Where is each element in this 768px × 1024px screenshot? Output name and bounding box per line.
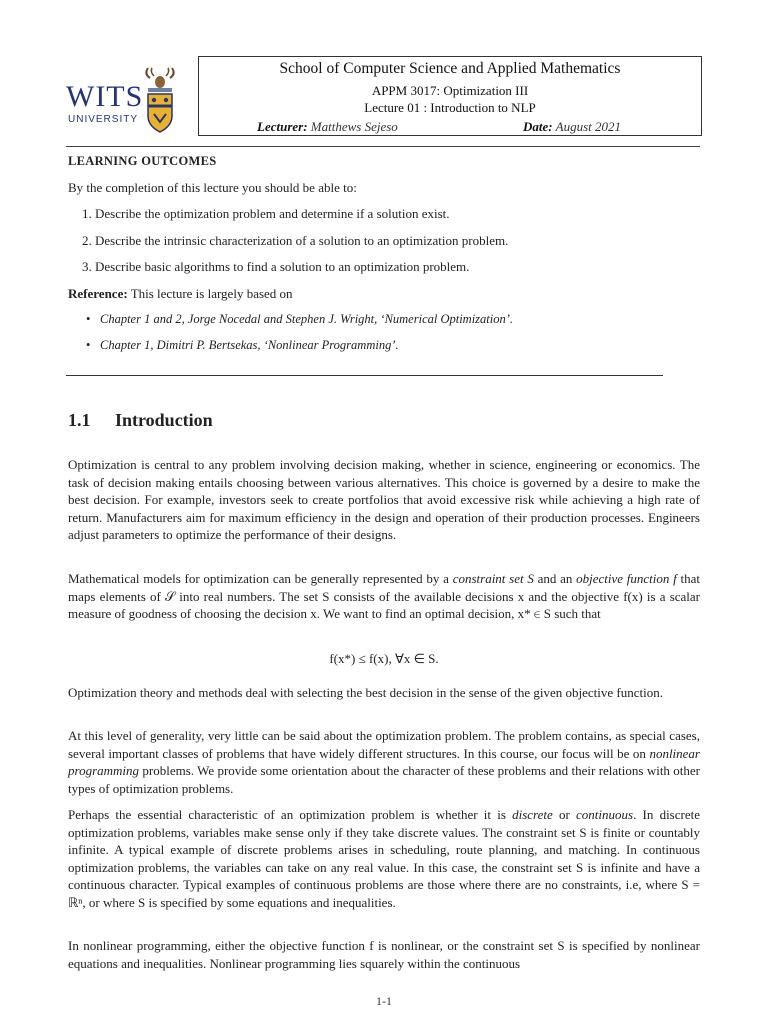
p5-text-c: or	[552, 807, 577, 822]
lecture-title: Lecture 01 : Introduction to NLP	[364, 100, 536, 115]
p4-text-a: At this level of generality, very little can be said about the optimization problem. The problem contains, as special cases, several important classes of problems that have widely different structures. In this course, our focus will be on	[68, 728, 700, 761]
section-heading	[68, 410, 213, 431]
bullet-icon: •	[86, 312, 91, 326]
p5-discrete-term: discrete	[512, 807, 553, 822]
section-rule	[66, 375, 663, 376]
reference-line	[68, 285, 700, 303]
reference-label: Reference:	[68, 286, 128, 301]
wits-logo	[66, 64, 186, 136]
logo-subtitle: UNIVERSITY	[68, 114, 139, 125]
outcome-text: Describe the intrinsic characterization of a solution to an optimization problem.	[95, 233, 509, 248]
section-title: Introduction	[115, 410, 213, 430]
page-number: 1-1	[376, 994, 392, 1008]
outcome-text: Describe basic algorithms to find a solution to an optimization problem.	[95, 259, 470, 274]
outcome-number: 1.	[82, 206, 92, 221]
outcome-number: 3.	[82, 259, 92, 274]
section-number: 1.1	[68, 410, 91, 430]
lecturer-line	[257, 119, 398, 135]
p2-text-c: and an	[533, 571, 577, 586]
p2-constraint-term: constraint set S	[452, 571, 534, 586]
outcome-item	[82, 258, 682, 276]
outcome-item	[82, 232, 682, 250]
paragraph-5	[68, 806, 700, 911]
bullet-icon: •	[86, 338, 91, 352]
p5-continuous-term: continuous	[576, 807, 634, 822]
header-rule	[66, 146, 700, 147]
p5-text-a: Perhaps the essential characteristic of an optimization problem is whether it is	[68, 807, 513, 822]
outcome-number: 2.	[82, 233, 92, 248]
lecturer-name: Matthews Sejeso	[310, 119, 398, 134]
date-value: August 2021	[555, 119, 621, 134]
outcome-item	[82, 205, 682, 223]
paragraph-3: Optimization theory and methods deal with selecting the best decision in the sense of the given objective function.	[68, 685, 663, 700]
outcome-text: Describe the optimization problem and determine if a solution exist.	[95, 206, 450, 221]
logo-wordmark: WITS	[66, 80, 144, 113]
p2-objective-term: objective function f	[576, 571, 677, 586]
p4-nlp-term: nonlinear programming	[68, 745, 700, 778]
paragraph-1: Optimization is central to any problem involving decision making, whether in science, engineering or economics. The task of decision making entails choosing between various alternatives. This choice is governed by a desire to make the best decision. For example, investors seek to create portfolios that avoid excessive risk while achieving a high rate of return. Manufacturers aim for maximum efficiency in the design and operation of their production processes. Engineers adjust parameters to optimize the performance of their designs.	[68, 457, 700, 542]
lecture-header-box	[198, 56, 702, 136]
p2-text-a: Mathematical models for optimization can be generally represented by a	[68, 571, 453, 586]
date-line	[523, 119, 621, 135]
learning-outcomes-intro: By the completion of this lecture you should be able to:	[68, 180, 357, 195]
date-label: Date:	[523, 119, 553, 134]
p5-text-e: . In discrete optimization problems, variables make sense only if they take discrete values. The constraint set S is finite or countably infinite. A typical example of discrete problems arises in scheduling, route planning, and matching. In continuous optimization problems, the variables can take on any real value. In this case, the constraint set S is infinite and have a continuous character. Typical examples of continuous problems are those where there are no constraints, i.e, where S = ℝⁿ, or where S is specified by some equations and inequalities.	[68, 807, 700, 910]
crest-icon	[140, 64, 180, 134]
p4-text-c: problems. We provide some orientation about the character of these problems and their relations with other types of optimization problems.	[68, 763, 700, 796]
paragraph-2	[68, 570, 700, 623]
p2-text-e: that maps elements of 𝒮 into real numbers. The set S consists of the available decisions x and the objective f(x) is a scalar measure of goodness of choosing the decision x. We want to find an optimal decision, x* ∈ S such that	[68, 571, 700, 621]
paragraph-4	[68, 727, 700, 797]
optimality-equation: f(x*) ≤ f(x), ∀x ∈ S.	[329, 651, 439, 666]
lecturer-label: Lecturer:	[257, 119, 308, 134]
reference-text: This lecture is largely based on	[130, 286, 293, 301]
reference-citation: Chapter 1 and 2, Jorge Nocedal and Stephen J. Wright, ‘Numerical Optimization’.	[100, 312, 514, 326]
paragraph-6: In nonlinear programming, either the objective function f is nonlinear, or the constraint set S is specified by nonlinear equations and inequalities. Nonlinear programming lies squarely within the continuous	[68, 938, 700, 971]
school-name: School of Computer Science and Applied Mathematics	[279, 60, 621, 77]
reference-citation: Chapter 1, Dimitri P. Bertsekas, ‘Nonlinear Programming’.	[100, 338, 399, 352]
learning-outcomes-title: LEARNING OUTCOMES	[68, 154, 217, 168]
course-title: APPM 3017: Optimization III	[371, 83, 529, 98]
